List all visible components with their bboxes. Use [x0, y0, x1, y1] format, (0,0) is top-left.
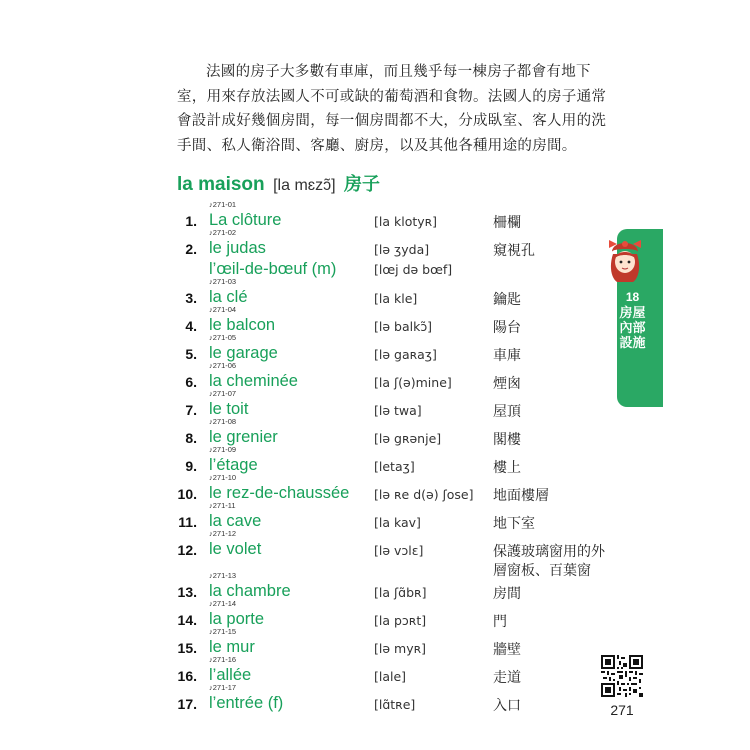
chinese-meaning: 樓上	[493, 460, 521, 476]
chinese-meaning: 柵欄	[493, 215, 521, 231]
chinese-meaning-line2: 層窗板、百葉窗	[493, 563, 591, 579]
french-word: l’entrée (f)	[209, 694, 284, 712]
pronunciation: [la ʃɑ̃bʀ]	[374, 585, 427, 600]
chinese-meaning: 地下室	[493, 516, 535, 532]
audio-track-label: ♪271-10	[209, 473, 237, 482]
chinese-meaning: 地面樓層	[493, 488, 549, 504]
audio-track-label: ♪271-05	[209, 333, 237, 342]
qr-code-icon	[601, 655, 643, 697]
pronunciation: [la pɔʀt]	[374, 613, 427, 628]
french-word: le volet	[209, 540, 262, 558]
french-word: le judas	[209, 239, 266, 257]
page-number: 271	[610, 702, 634, 718]
pronunciation: [la klotyʀ]	[374, 214, 438, 229]
audio-track-label: ♪271-02	[209, 228, 237, 237]
audio-track-label: ♪271-14	[209, 599, 237, 608]
pronunciation: [lə ʀe d(ə) ʃose]	[374, 487, 474, 502]
entry-number: 15.	[177, 640, 197, 656]
pronunciation: [la ʃ(ə)mine]	[374, 375, 452, 390]
entry-number: 1.	[185, 213, 197, 229]
entry-number: 10.	[177, 486, 197, 502]
chinese-meaning: 煙囪	[493, 376, 521, 392]
pronunciation: [lə gʀənje]	[374, 431, 442, 446]
audio-track-label: ♪271-11	[209, 501, 236, 510]
pronunciation: [lale]	[374, 669, 407, 684]
entry-number: 17.	[177, 696, 197, 712]
entry-number: 3.	[185, 290, 197, 306]
pronunciation: [letaʒ]	[374, 459, 415, 474]
pronunciation: [lə myʀ]	[374, 641, 427, 656]
pronunciation-alt: [lœj də bœf]	[374, 262, 453, 277]
entry-number: 4.	[185, 318, 197, 334]
pronunciation: [la kav]	[374, 515, 421, 530]
pronunciation: [lɑ̃tʀe]	[374, 697, 416, 712]
girl-mascot-icon	[607, 232, 643, 284]
chinese-meaning: 房間	[493, 586, 521, 602]
french-word: la cave	[209, 512, 262, 530]
french-word-alt: l’œil-de-bœuf (m)	[209, 260, 337, 278]
entry-number: 5.	[185, 346, 197, 362]
entry-number: 12.	[177, 542, 197, 558]
chinese-meaning: 入口	[493, 698, 521, 714]
french-word: la clé	[209, 288, 248, 306]
french-word: le toit	[209, 400, 249, 418]
french-word: le mur	[209, 638, 255, 656]
pronunciation: [lə gaʀaʒ]	[374, 347, 437, 362]
french-word: le balcon	[209, 316, 276, 334]
chinese-meaning: 保護玻璃窗用的外	[493, 544, 605, 560]
french-word: La clôture	[209, 211, 282, 229]
audio-track-label: ♪271-04	[209, 305, 237, 314]
pronunciation: [lə vɔlɛ]	[374, 543, 424, 558]
chinese-meaning: 屋頂	[493, 404, 521, 420]
audio-track-label: ♪271-12	[209, 529, 237, 538]
chapter-number: 18	[625, 290, 640, 304]
french-word: le garage	[209, 344, 278, 362]
entry-number: 8.	[185, 430, 197, 446]
chinese-meaning: 陽台	[493, 320, 521, 336]
entry-number: 2.	[185, 241, 197, 257]
audio-track-label: ♪271-07	[209, 389, 237, 398]
entry-number: 9.	[185, 458, 197, 474]
audio-track-label: ♪271-17	[209, 683, 237, 692]
section-title-word: la maison	[177, 174, 265, 195]
entry-number: 14.	[177, 612, 197, 628]
french-word: la porte	[209, 610, 265, 628]
audio-track-label: ♪271-03	[209, 277, 237, 286]
chinese-meaning: 車庫	[493, 348, 521, 364]
entry-number: 13.	[177, 584, 197, 600]
french-word: l’étage	[209, 456, 258, 474]
audio-track-label: ♪271-16	[209, 655, 237, 664]
entry-number: 16.	[177, 668, 197, 684]
french-word: le rez-de-chaussée	[209, 484, 350, 502]
audio-track-label: ♪271-09	[209, 445, 237, 454]
chinese-meaning: 閣樓	[493, 432, 521, 448]
french-word: le grenier	[209, 428, 278, 446]
audio-track-label: ♪271-13	[209, 571, 237, 580]
pronunciation: [lə ʒyda]	[374, 242, 430, 257]
entry-number: 7.	[185, 402, 197, 418]
chinese-meaning: 走道	[493, 670, 521, 686]
pronunciation: [la kle]	[374, 291, 418, 306]
entry-number: 6.	[185, 374, 197, 390]
audio-track-label: ♪271-06	[209, 361, 237, 370]
chinese-meaning: 牆壁	[493, 642, 521, 658]
french-word: l’allée	[209, 666, 252, 684]
chinese-meaning: 鑰匙	[493, 292, 521, 308]
audio-track-label: ♪271-15	[209, 627, 237, 636]
section-title-zh: 房子	[344, 174, 381, 194]
intro-paragraph: 法國的房子大多數有車庫，而且幾乎每一棟房子都會有地下室，用來存放法國人不可或缺的葡萄酒和食物。法國人的房子通常會設計成好幾個房間，每一個房間都不大，分成臥室、客人用的洗手間、私人衛浴間、客廳、廚房，以及其他各種用途的房間。	[177, 64, 607, 154]
chinese-meaning: 窺視孔	[493, 243, 535, 259]
pronunciation: [lə twa]	[374, 403, 422, 418]
section-title-ipa: [la mɛzɔ̃]	[273, 177, 336, 194]
chapter-label: 房屋內部設施	[619, 306, 646, 351]
french-word: la cheminée	[209, 372, 298, 390]
audio-track-label: ♪271-01	[209, 200, 237, 209]
chinese-meaning: 門	[493, 614, 507, 630]
entry-number: 11.	[178, 514, 197, 530]
french-word: la chambre	[209, 582, 291, 600]
pronunciation: [lə balkɔ̃]	[374, 319, 433, 334]
audio-track-label: ♪271-08	[209, 417, 237, 426]
